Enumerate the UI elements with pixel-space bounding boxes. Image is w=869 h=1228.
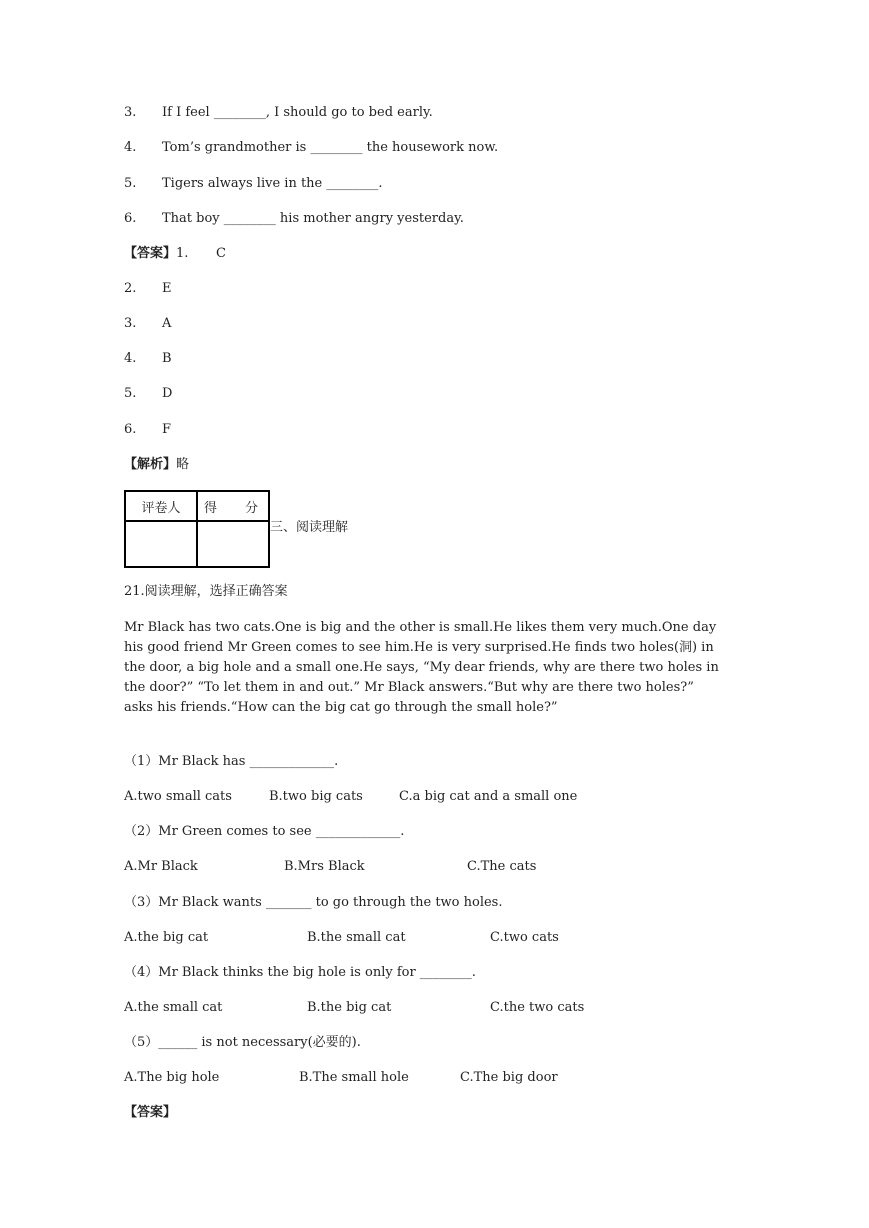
- option-b: B.Mrs Black: [284, 859, 365, 874]
- answer-3: [124, 316, 171, 332]
- question-number: 4.: [124, 140, 137, 155]
- question-text: Tom’s grandmother is ________ the housework now.: [162, 140, 499, 155]
- option-a: A.the big cat: [124, 930, 209, 945]
- answer-number: 5.: [124, 386, 137, 401]
- answer-number: 1.: [176, 246, 189, 261]
- answer-value: A: [162, 316, 172, 331]
- reading-passage: Mr Black has two cats.One is big and the other is small.He likes them very much.One day his good friend Mr Green comes to see him.He is very surprised.He finds two holes(洞) in the door, a big hole and a small one.He says, “My dear friends, why are there two holes in the door?” “To let them in and out.” Mr Black answers.“But why are there two holes?” asks his friends.“How can the big cat go through the small hole?”: [124, 620, 719, 715]
- option-a: A.the small cat: [124, 1000, 223, 1015]
- analysis: [124, 457, 189, 473]
- reviewer-header: 评卷人: [125, 491, 197, 521]
- question-number: 5.: [124, 176, 137, 191]
- reading-question-1: （1）Mr Black has _____________.: [124, 754, 339, 769]
- answer-value: F: [162, 422, 172, 437]
- reading-question-3: （3）Mr Black wants _______ to go through the two holes.: [124, 895, 503, 910]
- score-header-right: 分: [245, 500, 259, 516]
- option-c: C.the two cats: [490, 1000, 585, 1015]
- answer-value: C: [216, 246, 226, 261]
- score-header-left: 得: [204, 500, 218, 516]
- answer-2: [124, 281, 172, 297]
- question-5: [124, 176, 383, 192]
- question-3: [124, 105, 433, 121]
- reading-question-5: （5）______ is not necessary(必要的).: [124, 1035, 361, 1050]
- question-number: 3.: [124, 105, 137, 120]
- answer-number: 4.: [124, 351, 137, 366]
- answer-5: [124, 386, 172, 402]
- reading-heading: 21.阅读理解，选择正确答案: [124, 584, 288, 599]
- option-c: C.a big cat and a small one: [399, 789, 578, 804]
- answer-4: [124, 351, 172, 367]
- option-a: A.The big hole: [124, 1070, 220, 1085]
- grader-table: [124, 490, 270, 568]
- section-title: 三、阅读理解: [270, 520, 349, 535]
- answer-6: [124, 422, 171, 438]
- option-c: C.The big door: [460, 1070, 558, 1085]
- answer-label: 【答案】: [124, 246, 177, 261]
- reading-question-2: （2）Mr Green comes to see _____________.: [124, 824, 405, 839]
- option-c: C.The cats: [467, 859, 537, 874]
- question-text: Tigers always live in the ________.: [162, 176, 383, 191]
- question-4: [124, 140, 498, 156]
- score-cell: [197, 521, 269, 567]
- answer-value: E: [162, 281, 172, 296]
- option-b: B.two big cats: [269, 789, 363, 804]
- answer-number: 6.: [124, 422, 137, 437]
- reading-question-4: （4）Mr Black thinks the big hole is only for ________.: [124, 965, 476, 980]
- final-answer-label: 【答案】: [124, 1105, 177, 1120]
- question-text: That boy ________ his mother angry yesterday.: [162, 211, 464, 226]
- option-a: A.Mr Black: [124, 859, 198, 874]
- score-header: [197, 491, 269, 521]
- analysis-label: 【解析】: [124, 457, 177, 472]
- answer-value: B: [162, 351, 172, 366]
- option-b: B.the big cat: [307, 1000, 392, 1015]
- question-6: [124, 211, 464, 227]
- answer-number: 3.: [124, 316, 137, 331]
- option-a: A.two small cats: [124, 789, 232, 804]
- question-number: 6.: [124, 211, 137, 226]
- reviewer-cell: [125, 521, 197, 567]
- option-b: B.the small cat: [307, 930, 406, 945]
- option-b: B.The small hole: [299, 1070, 409, 1085]
- question-text: If I feel ________, I should go to bed early.: [162, 105, 433, 120]
- answer-1: [124, 246, 226, 262]
- option-c: C.two cats: [490, 930, 559, 945]
- answer-number: 2.: [124, 281, 137, 296]
- analysis-text: 略: [176, 457, 190, 472]
- answer-value: D: [162, 386, 173, 401]
